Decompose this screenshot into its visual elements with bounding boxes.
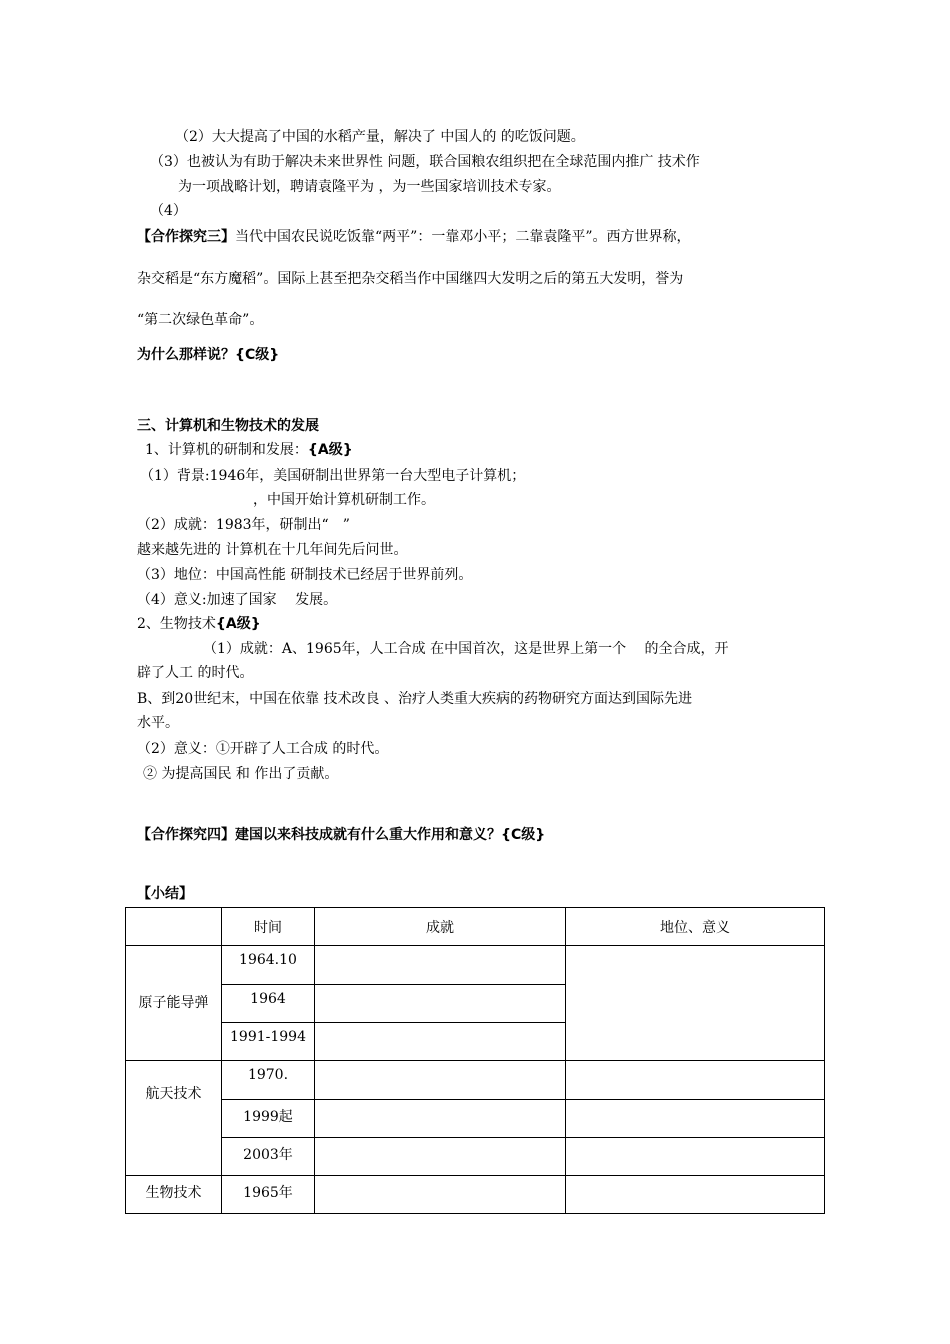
time-cell: 2003年 (222, 1138, 315, 1176)
bio-achievement-b: B、到20世纪末，中国在依靠 技术改良 、治疗人类重大疾病的药物研究方面达到国际先进 (137, 691, 693, 707)
computer-significance: （4）意义:加速了国家 发展。 (137, 592, 338, 608)
explore-three-paragraph (137, 227, 690, 247)
question-why: 为什么那样说？{C级} (137, 347, 280, 363)
achievement-cell (315, 946, 566, 985)
section-heading-3: 三、计算机和生物技术的发展 (137, 418, 319, 434)
computer-achievement-cont: 越来越先进的 计算机在十几年间先后问世。 (137, 542, 408, 558)
time-cell: 1964.10 (222, 946, 315, 985)
line-rice-output: （2）大大提高了中国的水稻产量，解决了 中国人的 的吃饭问题。 (175, 129, 585, 145)
bio-significance-2: ② 为提高国民 和 作出了贡献。 (143, 766, 339, 782)
achievement-cell (315, 1061, 566, 1100)
achievement-cell (315, 1023, 566, 1061)
computer-achievement: （2）成就：1983年，研制出“ ” (137, 517, 350, 533)
achievement-cell (315, 985, 566, 1023)
table-row (126, 1100, 825, 1138)
explore-three-label: 【合作探究三】 (137, 229, 235, 245)
table-row (126, 1176, 825, 1214)
line-item-4: （4） (150, 203, 187, 219)
bio-level: {A级} (215, 616, 261, 632)
line-green-revolution: “第二次绿色革命”。 (137, 312, 264, 328)
status-cell (566, 1176, 825, 1214)
time-cell: 1991-1994 (222, 1023, 315, 1061)
bio-significance: （2）意义：①开辟了人工合成 的时代。 (137, 741, 389, 757)
time-cell: 1970. (222, 1061, 315, 1100)
computer-title-text: 1、计算机的研制和发展： (145, 442, 308, 458)
table-row (126, 946, 825, 985)
header-achievement: 成就 (315, 908, 566, 946)
header-time: 时间 (222, 908, 315, 946)
category-bio: 生物技术 (126, 1176, 222, 1214)
computer-level: {A级} (307, 442, 353, 458)
bio-achievement-b-cont: 水平。 (137, 715, 179, 731)
computer-status: （3）地位：中国高性能 研制技术已经居于世界前列。 (137, 567, 473, 583)
status-cell-atomic (566, 946, 825, 1061)
status-cell (566, 1138, 825, 1176)
summary-table (125, 907, 825, 1214)
status-cell (566, 1061, 825, 1100)
explore-three-text: 当代中国农民说吃饭靠“两平”：一靠邓小平；二靠袁隆平”。西方世界称， (235, 229, 691, 245)
explore-four-question: 【合作探究四】建国以来科技成就有什么重大作用和意义？{C级} (137, 827, 546, 843)
summary-label: 【小结】 (137, 886, 193, 902)
achievement-cell (315, 1138, 566, 1176)
bio-achievement-a-cont: 辟了人工 的时代。 (137, 665, 254, 681)
time-cell: 1964 (222, 985, 315, 1023)
line-magic-rice: 杂交稻是“东方魔稻”。国际上甚至把杂交稻当作中国继四大发明之后的第五大发明，誉为 (137, 271, 684, 287)
computer-background-cont: ，中国开始计算机研制工作。 (253, 492, 435, 508)
header-blank (126, 908, 222, 946)
category-atomic: 原子能导弹 (126, 946, 222, 1061)
status-cell (566, 1100, 825, 1138)
header-status-significance: 地位、意义 (566, 908, 825, 946)
achievement-cell (315, 1176, 566, 1214)
computer-title (145, 440, 353, 460)
line-world-problem: （3）也被认为有助于解决未来世界性 问题，联合国粮农组织把在全球范围内推广 技术作 (150, 154, 700, 170)
table-row (126, 1138, 825, 1176)
bio-title (137, 614, 261, 634)
category-space: 航天技术 (126, 1061, 222, 1176)
bio-title-text: 2、生物技术 (137, 616, 216, 632)
table-row (126, 1061, 825, 1100)
bio-achievement-a: （1）成就：A、1965年，人工合成 在中国首次，这是世界上第一个 的全合成，开 (203, 641, 729, 657)
time-cell: 1965年 (222, 1176, 315, 1214)
achievement-cell (315, 1100, 566, 1138)
line-strategy-plan: 为一项战略计划，聘请袁隆平为 ，为一些国家培训技术专家。 (178, 179, 561, 195)
time-cell: 1999起 (222, 1100, 315, 1138)
computer-background: （1）背景:1946年，美国研制出世界第一台大型电子计算机； (140, 468, 526, 484)
table-header-row (126, 908, 825, 946)
